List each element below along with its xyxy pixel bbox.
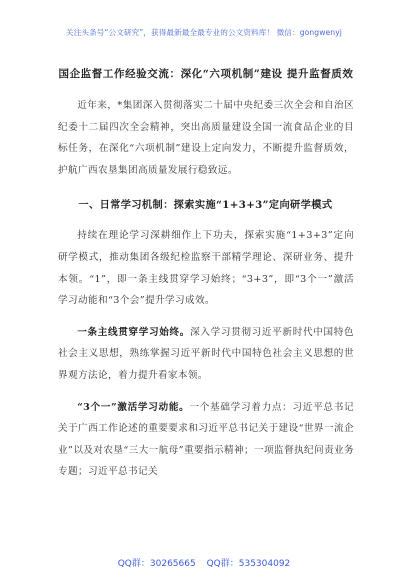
document-title: 国企监督工作经验交流：深化“六项机制”建设 提升监督质效 [58,68,354,80]
section-heading-1: 一、日常学习机制：探索实施“1+3+3”定向研学模式 [78,199,333,212]
paragraph-main-line [58,322,354,387]
footer-contact [0,556,408,569]
paragraph-three-ones-text: 一个基础学习着力点：习近平总书记关于广西工作论述的重要要求和习近平总书记关于建设“世界一流企业”以及对农垦“三大一航母”重要指示精神；一项监督执纪问责业务专题；习近平总书记关 [58,401,354,478]
top-banner [0,0,408,58]
footer-qq-group-1: QQ群：30265665 [117,559,196,569]
document-body [58,64,354,483]
footer-qq-group-2: QQ群：535304092 [206,559,291,569]
section-1-paragraph: 持续在理论学习深耕细作上下功夫，探索实施“1+3+3”定向研学模式，推动集团各级纪检监察干部精学理论、深研业务、提升本领。“1”，即一条主线贯穿学习始终；“3+3”，即“3个一”激活学习动能和“3个会”提升学习成效。 [58,230,354,307]
paragraph-main-line-text: 深入学习贯彻习近平新时代中国特色社会主义思想，熟练掌握习近平新时代中国特色社会主义思想的世界观方法论，着力提升看家本领。 [58,326,354,381]
paragraph-main-line-lead: 一条主线贯穿学习始终。 [77,326,191,338]
paragraph-three-ones [58,397,354,483]
paragraph-three-ones-lead: “3个一”激活学习动能。 [77,401,190,413]
banner-text: 关注头条号“公文研究”，获得最新最全最专业的公文资料库！ 微信：gongwenyj [66,28,342,37]
intro-paragraph: 近年来，*集团深入贯彻落实二十届中央纪委三次全会和自治区纪委十二届四次全会精神，突出高质量建设全国一流食品企业的目标任务，在深化“六项机制”建设上定向发力，不断提升监督质效，护航广西农垦集团高质量发展行稳致远。 [58,100,354,176]
